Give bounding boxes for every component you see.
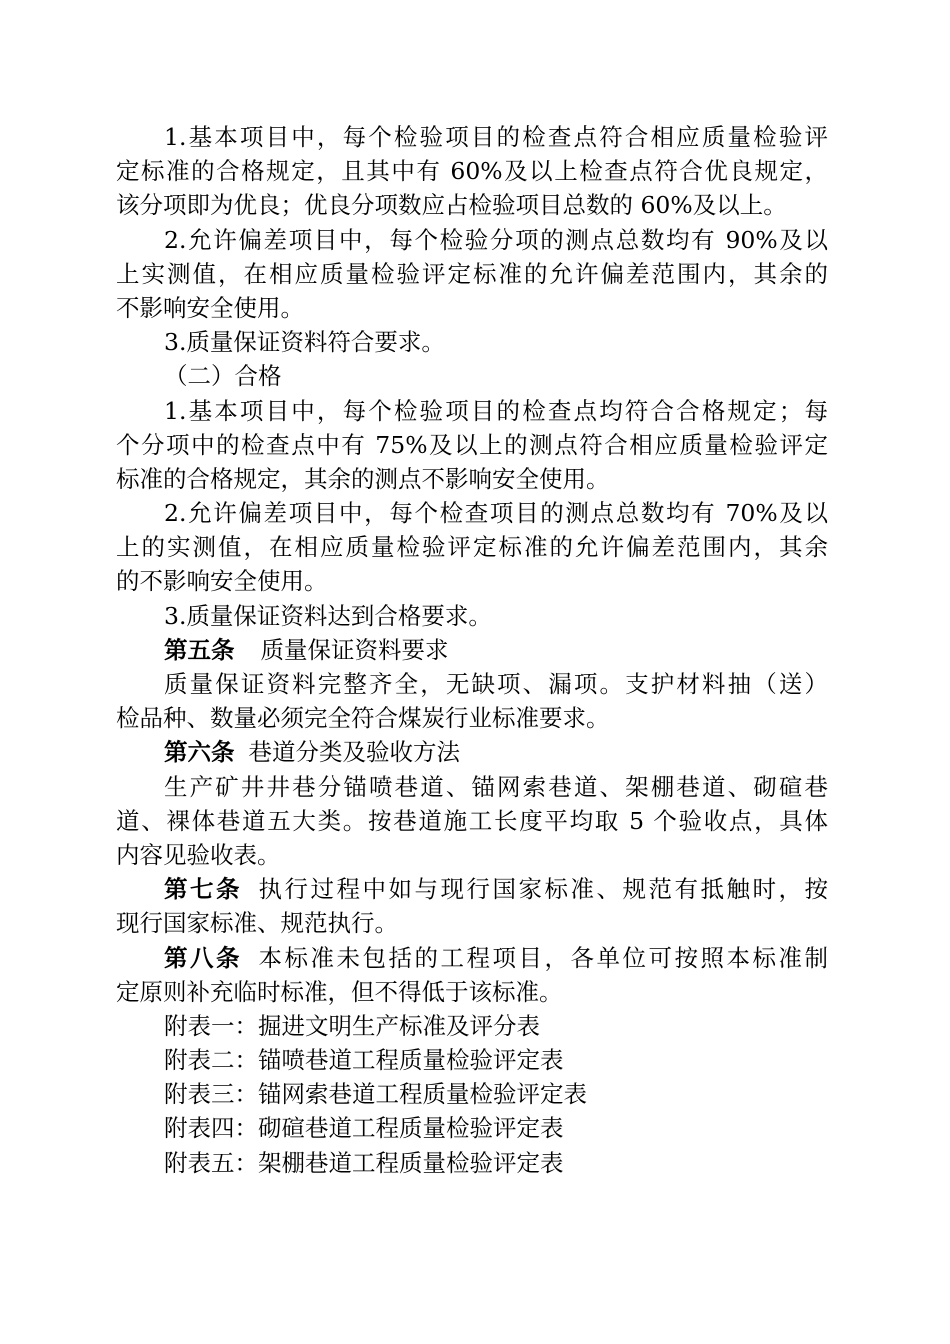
paragraph-line: 2.允许偏差项目中，每个检查项目的测点总数均有 70%及以 bbox=[164, 499, 828, 528]
article-8-label: 第八条 bbox=[164, 943, 242, 972]
article-7-label: 第七条 bbox=[164, 875, 242, 904]
attachment-item: 附表四：砌碹巷道工程质量检验评定表 bbox=[164, 1114, 564, 1143]
paragraph-line: 现行国家标准、规范执行。 bbox=[116, 909, 398, 938]
paragraph-line: 1.基本项目中，每个检验项目的检查点均符合合格规定；每 bbox=[164, 396, 828, 425]
paragraph-line: 该分项即为优良；优良分项数应占检验项目总数的 60%及以上。 bbox=[116, 191, 787, 220]
paragraph-line: 不影响安全使用。 bbox=[116, 293, 304, 322]
document-page bbox=[116, 120, 828, 1180]
paragraph-line: 内容见验收表。 bbox=[116, 840, 281, 869]
article-7 bbox=[116, 872, 828, 906]
article-7-text: 执行过程中如与现行国家标准、规范有抵触时，按 bbox=[256, 875, 828, 904]
paragraph-line: 3.质量保证资料达到合格要求。 bbox=[164, 601, 492, 630]
paragraph-line: 道、裸体巷道五大类。按巷道施工长度平均取 5 个验收点，具体 bbox=[116, 806, 828, 835]
paragraph-line: 定标准的合格规定，且其中有 60%及以上检查点符合优良规定， bbox=[116, 157, 828, 186]
paragraph-line: 个分项中的检查点中有 75%及以上的测点符合相应质量检验评定 bbox=[116, 430, 828, 459]
paragraph-line: 的不影响安全使用。 bbox=[116, 567, 328, 596]
attachment-item: 附表五：架棚巷道工程质量检验评定表 bbox=[164, 1148, 564, 1177]
paragraph-line: 上的实测值，在相应质量检验评定标准的允许偏差范围内，其余 bbox=[116, 533, 828, 562]
paragraph-line: 生产矿井井巷分锚喷巷道、锚网索巷道、架棚巷道、砌碹巷 bbox=[164, 772, 828, 801]
paragraph-line: 质量保证资料完整齐全，无缺项、漏项。支护材料抽（送） bbox=[164, 670, 828, 698]
paragraph-line: 3.质量保证资料符合要求。 bbox=[164, 328, 445, 357]
paragraph-line: 上实测值，在相应质量检验评定标准的允许偏差范围内，其余的 bbox=[116, 259, 828, 288]
article-6-label: 第六条 bbox=[164, 738, 235, 767]
article-5-label: 第五条 bbox=[164, 635, 235, 664]
attachment-item: 附表二：锚喷巷道工程质量检验评定表 bbox=[164, 1046, 564, 1075]
paragraph-line: 2.允许偏差项目中，每个检验分项的测点总数均有 90%及以 bbox=[164, 225, 828, 254]
paragraph-line: 定原则补充临时标准，但不得低于该标准。 bbox=[116, 977, 563, 1006]
attachment-item: 附表一：掘进文明生产标准及评分表 bbox=[164, 1011, 540, 1040]
paragraph-line: 标准的合格规定，其余的测点不影响安全使用。 bbox=[116, 464, 610, 493]
article-5-title: 质量保证资料要求 bbox=[260, 635, 449, 664]
article-6-heading bbox=[116, 735, 828, 769]
article-8 bbox=[116, 941, 828, 975]
paragraph-line: 检品种、数量必须完全符合煤炭行业标准要求。 bbox=[116, 704, 610, 733]
article-6-title: 巷道分类及验收方法 bbox=[248, 738, 460, 767]
paragraph-line: 1.基本项目中，每个检验项目的检查点符合相应质量检验评 bbox=[164, 123, 828, 151]
section-heading: （二）合格 bbox=[164, 362, 282, 391]
article-8-text: 本标准未包括的工程项目，各单位可按照本标准制 bbox=[256, 943, 828, 972]
article-5-heading bbox=[116, 633, 828, 667]
attachment-item: 附表三：锚网索巷道工程质量检验评定表 bbox=[164, 1080, 587, 1109]
